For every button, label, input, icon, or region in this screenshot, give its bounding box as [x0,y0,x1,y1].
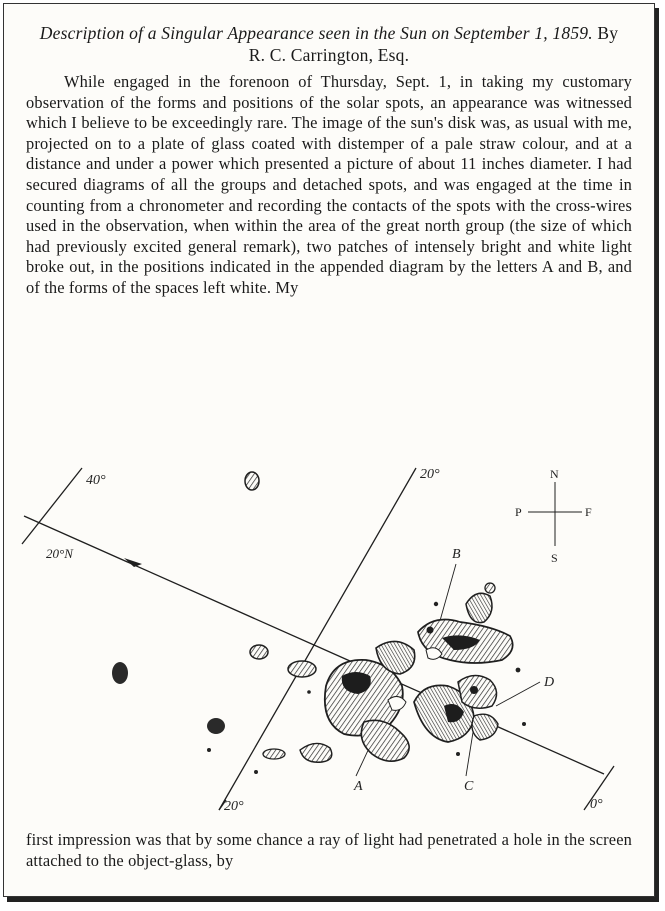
spot [250,645,268,659]
compass-preceding: P [515,505,522,519]
spot [456,752,460,756]
spot [207,718,225,734]
article-author: By R. C. Carrington, Esq. [248,23,619,65]
label-20-degrees-top: 20° [420,467,440,482]
label-a: A [354,779,363,794]
direction-arrow [124,558,142,567]
label-20-north: 20°N [46,546,73,561]
spot [516,668,521,673]
label-c: C [464,779,474,794]
spot [307,690,311,694]
sunspot-diagram [4,454,654,826]
paragraph-1: While engaged in the forenoon of Thursday, Sept. 1, in taking my customary observation of the forms and positions of the solar spots, an appearance was witnessed which I believe to be exceedingly rare. The image of the sun's disk was, as usual with me, projected on to a plate of glass coated with distemper of a pale straw colour, and at a distance and under a power which presented a picture of about 11 inches diameter. I had secured diagrams of all the groups and detached spots, and was engaged at the time in counting from a chronometer and recording the contacts of the spots with the cross-wires used in the observation, when within the area of the great north group (the size of which had previously excited general remark), two patches of intensely bright and white light broke out, in the positions indicated in the appended diagram by the letters A and B, and of the forms of the spaces left white. My [26,72,632,297]
journal-page [3,3,655,897]
spot [288,661,316,677]
label-40-degrees: 40° [86,473,106,488]
article-title-block [30,22,628,66]
spot [300,743,332,762]
spot [522,722,526,726]
label-d: D [544,675,555,690]
label-0-degrees: 0° [590,797,603,812]
compass-north: N [550,467,559,481]
spot [254,770,258,774]
paragraph-2: first impression was that by some chance a ray of light had penetrated a hole in the screen attached to the object-glass, by [26,830,632,870]
spot [112,662,128,684]
path-line [24,516,604,774]
sunspot-diagram-svg [4,454,654,826]
leader-d [496,682,540,706]
article-title: Description of a Singular Appearance seen in the Sun on September 1, 1859. [39,23,593,43]
spot [263,749,285,759]
article-body [26,72,632,299]
spot [207,748,211,752]
great-north-group [325,583,513,761]
compass-rose [515,467,592,565]
article-body-continued [26,830,632,871]
spot [245,472,259,490]
parallel-40-line [22,468,82,544]
compass-south: S [551,551,558,565]
compass-following: F [585,505,592,519]
spot [434,602,438,606]
label-b: B [452,547,461,562]
label-20-degrees-bottom: 20° [224,799,244,814]
